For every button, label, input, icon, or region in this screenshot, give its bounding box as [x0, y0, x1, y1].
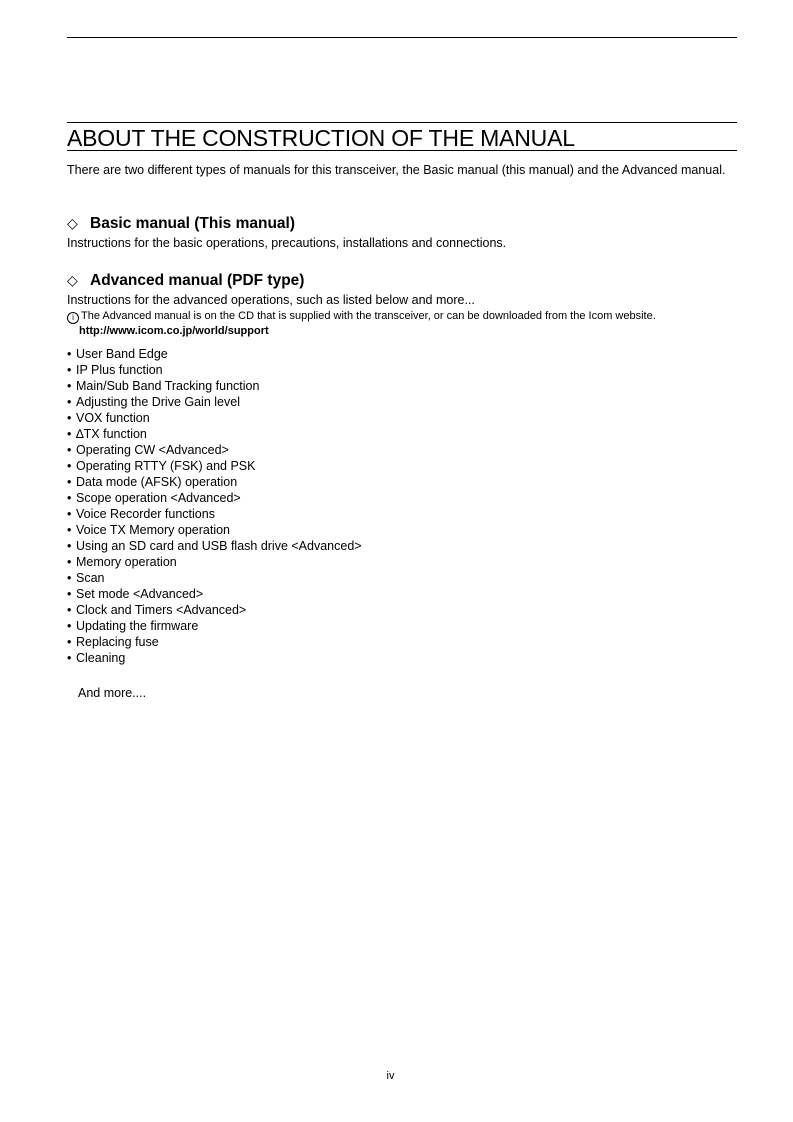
- advanced-manual-description: Instructions for the advanced operations, such as listed below and more...: [67, 293, 475, 307]
- feature-list-item: [67, 506, 362, 522]
- feature-list-item: [67, 490, 362, 506]
- feature-label: Operating RTTY (FSK) and PSK: [76, 459, 256, 473]
- feature-label: Clock and Timers <Advanced>: [76, 603, 247, 617]
- feature-list-item: [67, 650, 362, 666]
- advanced-manual-heading: [67, 270, 304, 291]
- feature-list-item: [67, 554, 362, 570]
- feature-label: Voice Recorder functions: [76, 507, 215, 521]
- feature-label: ∆TX function: [76, 427, 147, 441]
- feature-label: VOX function: [76, 411, 150, 425]
- feature-list-item: [67, 410, 362, 426]
- advanced-manual-note: [67, 309, 656, 324]
- section-title: ABOUT THE CONSTRUCTION OF THE MANUAL: [67, 122, 737, 151]
- support-url[interactable]: http://www.icom.co.jp/world/support: [79, 325, 269, 337]
- page-number: iv: [386, 1070, 395, 1082]
- feature-list-item: [67, 474, 362, 490]
- feature-list-item: [67, 442, 362, 458]
- bullet-icon: •: [67, 459, 72, 473]
- feature-label: Cleaning: [76, 651, 126, 665]
- feature-label: Main/Sub Band Tracking function: [76, 379, 260, 393]
- bullet-icon: •: [67, 555, 72, 569]
- feature-list-item: [67, 394, 362, 410]
- bullet-icon: •: [67, 523, 72, 537]
- feature-list-item: [67, 362, 362, 378]
- feature-label: User Band Edge: [76, 347, 168, 361]
- feature-list-item: [67, 570, 362, 586]
- bullet-icon: •: [67, 619, 72, 633]
- feature-list-item: [67, 426, 362, 442]
- feature-label: Memory operation: [76, 555, 177, 569]
- bullet-icon: •: [67, 491, 72, 505]
- feature-label: IP Plus function: [76, 363, 163, 377]
- feature-label: Operating CW <Advanced>: [76, 443, 229, 457]
- feature-label: Updating the firmware: [76, 619, 199, 633]
- feature-label: Using an SD card and USB flash drive <Advanced>: [76, 539, 362, 553]
- note-text: The Advanced manual is on the CD that is supplied with the transceiver, or can be downloaded from the Icom website.: [81, 310, 656, 322]
- feature-list-item: [67, 538, 362, 554]
- feature-label: Scan: [76, 571, 105, 585]
- feature-list-item: [67, 522, 362, 538]
- feature-list-item: [67, 618, 362, 634]
- basic-manual-description: Instructions for the basic operations, precautions, installations and connections.: [67, 236, 507, 250]
- bullet-icon: •: [67, 427, 72, 441]
- feature-label: Scope operation <Advanced>: [76, 491, 241, 505]
- feature-label: Adjusting the Drive Gain level: [76, 395, 240, 409]
- feature-label: Data mode (AFSK) operation: [76, 475, 238, 489]
- bullet-icon: •: [67, 635, 72, 649]
- bullet-icon: •: [67, 443, 72, 457]
- feature-list-item: [67, 346, 362, 362]
- bullet-icon: •: [67, 603, 72, 617]
- top-rule: [67, 37, 737, 38]
- feature-list: [67, 346, 362, 666]
- bullet-icon: •: [67, 379, 72, 393]
- bullet-icon: •: [67, 363, 72, 377]
- feature-label: Set mode <Advanced>: [76, 587, 204, 601]
- bullet-icon: •: [67, 587, 72, 601]
- feature-list-item: [67, 586, 362, 602]
- feature-label: Replacing fuse: [76, 635, 159, 649]
- feature-list-item: [67, 378, 362, 394]
- bullet-icon: •: [67, 507, 72, 521]
- advanced-manual-title: Advanced manual (PDF type): [90, 272, 305, 289]
- basic-manual-title: Basic manual (This manual): [90, 215, 295, 232]
- and-more-text: And more....: [78, 686, 147, 700]
- bullet-icon: •: [67, 539, 72, 553]
- bullet-icon: •: [67, 475, 72, 489]
- bullet-icon: •: [67, 395, 72, 409]
- diamond-icon: ◇: [67, 215, 78, 231]
- feature-list-item: [67, 602, 362, 618]
- bullet-icon: •: [67, 347, 72, 361]
- basic-manual-heading: [67, 213, 295, 234]
- bullet-icon: •: [67, 411, 72, 425]
- feature-label: Voice TX Memory operation: [76, 523, 231, 537]
- bullet-icon: •: [67, 571, 72, 585]
- feature-list-item: [67, 458, 362, 474]
- feature-list-item: [67, 634, 362, 650]
- bullet-icon: •: [67, 651, 72, 665]
- info-icon: i: [67, 312, 79, 324]
- diamond-icon: ◇: [67, 272, 78, 288]
- intro-text: There are two different types of manuals for this transceiver, the Basic manual (this manual) and the Advanced manual.: [67, 163, 726, 177]
